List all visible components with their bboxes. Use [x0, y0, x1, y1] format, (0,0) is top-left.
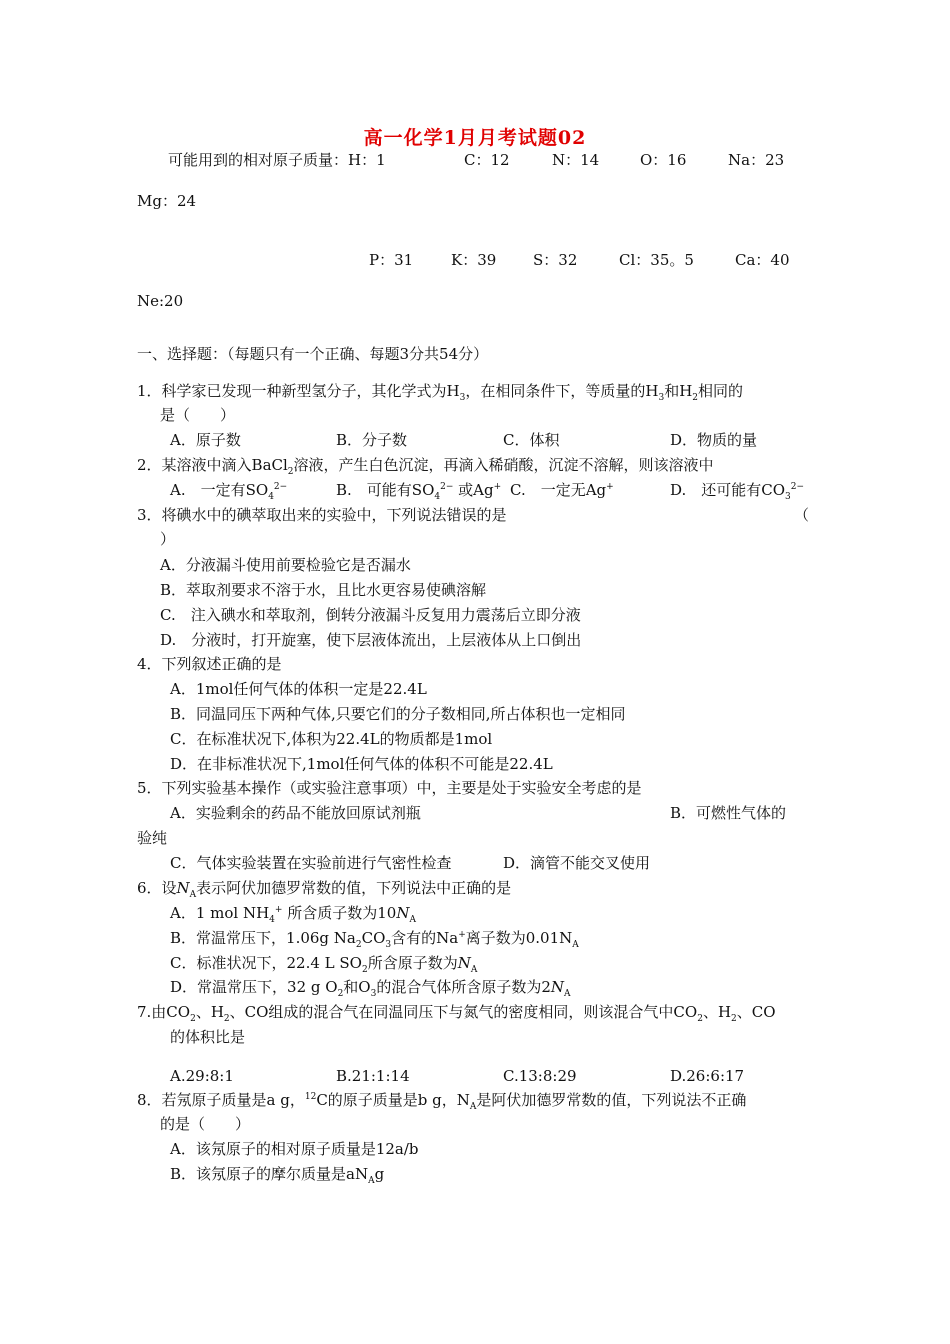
q6-option-c: C．标准状况下，22.4 L $SO_2$所含原子数为$N_A$	[170, 954, 478, 975]
exam-title: 高一化学1月月考试题02	[363, 127, 587, 149]
q5-stem: 5．下列实验基本操作（或实验注意事项）中，主要是处于实验安全考虑的是	[137, 779, 642, 797]
q2-option-b: B. 可能有$SO_4^{2-}$ 或Ag+	[336, 481, 502, 502]
q6-option-b: B．常温常压下，1.06g $Na_2CO_3$含有的Na+离子数为$0.01N_A$	[170, 929, 579, 950]
q6-stem: 6．设$N_A$表示阿伏加德罗常数的值，下列说法中正确的是	[137, 879, 512, 900]
q1-option-b: B．分子数	[336, 431, 408, 449]
q3-option-b: B．萃取剂要求不溶于水，且比水更容易使碘溶解	[160, 581, 487, 599]
q1-stem: 1．科学家已发现一种新型氢分子，其化学式为$H_3$，在相同条件下，等质量的$H_3$和$H_2$相同的	[137, 382, 744, 403]
q5-option-a: A．实验剩余的药品不能放回原试剂瓶	[170, 804, 421, 822]
masses-n: N：14	[552, 151, 600, 169]
q1-stem-cont: 是（ ）	[160, 406, 236, 424]
q5-option-c: C．气体实验装置在实验前进行气密性检查	[170, 854, 452, 872]
masses-k: K：39	[451, 251, 497, 269]
q3-paren-close: ）	[160, 530, 176, 548]
q6-option-d: D．常温常压下，32 g $O_2$和$O_3$的混合气体所含原子数为$2N_A$	[170, 978, 571, 999]
q8-option-b: B．该氖原子的摩尔质量是$aN_Ag$	[170, 1165, 385, 1186]
q7-stem-cont: 的体积比是	[170, 1028, 246, 1046]
q4-stem: 4．下列叙述正确的是	[137, 655, 282, 673]
q6-option-a: A．1 mol $NH_4^+$ 所含质子数为$10N_A$	[170, 904, 416, 925]
masses-s: S：32	[533, 251, 578, 269]
masses-o: O：16	[640, 151, 687, 169]
q2-option-c: C. 一定无Ag+	[510, 481, 614, 499]
q2-option-a: A. 一定有$SO_4^{2-}$	[170, 481, 288, 502]
q5-option-b-wrap: 验纯	[137, 829, 168, 847]
q5-option-d: D．滴管不能交叉使用	[503, 854, 651, 872]
q4-option-d: D．在非标准状况下,1mol任何气体的体积不可能是22.4L	[170, 755, 553, 773]
q7-stem: 7.由$CO_2$、$H_2$、CO组成的混合气在同温同压下与氮气的密度相同，则该混合气中$CO_2$、$H_2$、CO	[137, 1003, 776, 1024]
q7-option-d: D.26:6:17	[670, 1067, 745, 1085]
q3-stem: 3．将碘水中的碘萃取出来的实验中，下列说法错误的是	[137, 506, 507, 524]
masses-ne: Ne:20	[137, 292, 184, 310]
q3-paren-open: （	[794, 506, 810, 524]
q4-option-b: B．同温同压下两种气体,只要它们的分子数相同,所占体积也一定相同	[170, 705, 626, 723]
masses-na: Na：23	[728, 151, 785, 169]
q5-option-b: B．可燃性气体的	[670, 804, 787, 822]
q2-stem: 2．某溶液中滴入BaCl$_2$溶液，产生白色沉淀，再滴入稀硝酸，沉淀不溶解，则该溶液中	[137, 456, 714, 477]
q7-option-a: A.29:8:1	[170, 1067, 234, 1085]
q7-option-c: C.13:8:29	[503, 1067, 577, 1085]
q8-stem: 8．若氖原子质量是a g，$^{12}$C的原子质量是b g，$N_A$是阿伏加德罗常数的值，下列说法不正确	[137, 1091, 747, 1112]
q3-option-c: C. 注入碘水和萃取剂，倒转分液漏斗反复用力震荡后立即分液	[160, 606, 581, 624]
q2-option-d: D. 还可能有$CO_3^{2-}$	[670, 481, 805, 502]
q3-option-d: D. 分液时，打开旋塞，使下层液体流出，上层液体从上口倒出	[160, 631, 582, 649]
q1-option-d: D．物质的量	[670, 431, 758, 449]
masses-mg: Mg：24	[137, 192, 197, 210]
masses-h: 可能用到的相对原子质量：H：1	[168, 151, 386, 169]
q3-option-a: A．分液漏斗使用前要检验它是否漏水	[160, 556, 411, 574]
q7-option-b: B.21:1:14	[336, 1067, 410, 1085]
section-heading: 一、选择题：（每题只有一个正确、每题3分共54分）	[137, 345, 489, 363]
masses-p: P：31	[369, 251, 414, 269]
q4-option-a: A．1mol任何气体的体积一定是22.4L	[170, 680, 427, 698]
q8-option-a: A．该氖原子的相对原子质量是12a/b	[170, 1140, 419, 1158]
masses-ca: Ca：40	[735, 251, 790, 269]
q4-option-c: C．在标准状况下,体积为22.4L的物质都是1mol	[170, 730, 493, 748]
q1-option-c: C．体积	[503, 431, 560, 449]
masses-c: C：12	[464, 151, 510, 169]
masses-cl: Cl：35。5	[619, 251, 694, 269]
q1-option-a: A．原子数	[170, 431, 241, 449]
q8-stem-cont: 的是（ ）	[160, 1115, 251, 1133]
